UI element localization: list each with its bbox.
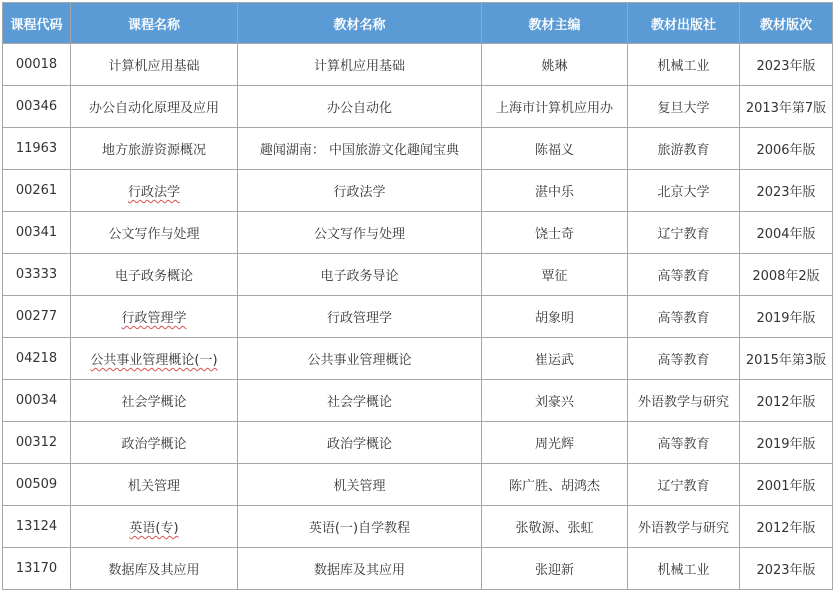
cell-textbook-editor bbox=[482, 548, 628, 590]
course-code-text: 13124 bbox=[15, 519, 58, 534]
course-name-text: 数据库及其应用 bbox=[108, 563, 200, 578]
course-name-text: 行政管理学 bbox=[121, 311, 187, 326]
cell-textbook-name bbox=[238, 296, 482, 338]
cell-edition bbox=[740, 380, 833, 422]
cell-textbook-name bbox=[238, 254, 482, 296]
edition-text: 2023年版 bbox=[756, 185, 816, 200]
cell-textbook-name bbox=[238, 338, 482, 380]
cell-course-code bbox=[3, 338, 71, 380]
cell-publisher bbox=[628, 254, 740, 296]
table-header-row bbox=[3, 3, 833, 44]
publisher-text: 辽宁教育 bbox=[657, 227, 710, 242]
cell-publisher bbox=[628, 128, 740, 170]
cell-edition bbox=[740, 254, 833, 296]
course-textbook-table bbox=[2, 2, 833, 590]
textbook-name-text: 行政管理学 bbox=[326, 311, 392, 326]
course-name-text: 计算机应用基础 bbox=[108, 59, 200, 74]
textbook-name-text: 计算机应用基础 bbox=[313, 59, 405, 74]
course-code-text: 00034 bbox=[15, 393, 58, 408]
edition-text: 2006年版 bbox=[756, 143, 816, 158]
header-textbook-editor: 教材主编 bbox=[482, 3, 628, 44]
cell-course-name bbox=[71, 338, 238, 380]
publisher-text: 北京大学 bbox=[657, 185, 710, 200]
cell-course-name bbox=[71, 44, 238, 86]
cell-course-name bbox=[71, 128, 238, 170]
cell-edition bbox=[740, 128, 833, 170]
table-row bbox=[3, 254, 833, 296]
cell-course-name bbox=[71, 170, 238, 212]
table-row bbox=[3, 506, 833, 548]
textbook-editor-text: 姚琳 bbox=[541, 59, 568, 74]
cell-textbook-name bbox=[238, 128, 482, 170]
textbook-name-text: 电子政务导论 bbox=[320, 269, 399, 284]
course-name-text: 社会学概论 bbox=[121, 395, 187, 410]
course-code-text: 11963 bbox=[15, 141, 58, 156]
table-row bbox=[3, 296, 833, 338]
cell-course-code bbox=[3, 296, 71, 338]
cell-publisher bbox=[628, 338, 740, 380]
table-row bbox=[3, 380, 833, 422]
cell-course-code bbox=[3, 86, 71, 128]
course-code-text: 13170 bbox=[15, 561, 58, 576]
publisher-text: 高等教育 bbox=[657, 311, 710, 326]
cell-course-code bbox=[3, 506, 71, 548]
table-row bbox=[3, 86, 833, 128]
cell-textbook-name bbox=[238, 44, 482, 86]
textbook-editor-text: 湛中乐 bbox=[534, 185, 574, 200]
edition-text: 2019年版 bbox=[756, 437, 816, 452]
cell-textbook-editor bbox=[482, 464, 628, 506]
cell-course-code bbox=[3, 128, 71, 170]
course-code-text: 00277 bbox=[15, 309, 58, 324]
textbook-editor-text: 上海市计算机应用办 bbox=[495, 101, 613, 116]
publisher-text: 高等教育 bbox=[657, 437, 710, 452]
cell-textbook-editor bbox=[482, 296, 628, 338]
course-name-text: 机关管理 bbox=[127, 479, 180, 494]
course-code-text: 04218 bbox=[15, 351, 58, 366]
cell-publisher bbox=[628, 44, 740, 86]
cell-textbook-name bbox=[238, 86, 482, 128]
course-name-text: 地方旅游资源概况 bbox=[101, 143, 206, 158]
cell-edition bbox=[740, 212, 833, 254]
header-course-code: 课程代码 bbox=[3, 3, 71, 44]
edition-text: 2019年版 bbox=[756, 311, 816, 326]
cell-publisher bbox=[628, 464, 740, 506]
textbook-name-text: 政治学概论 bbox=[326, 437, 392, 452]
textbook-name-text: 社会学概论 bbox=[326, 395, 392, 410]
edition-text: 2023年版 bbox=[756, 59, 816, 74]
cell-course-name bbox=[71, 548, 238, 590]
textbook-name-text: 办公自动化 bbox=[326, 101, 392, 116]
cell-edition bbox=[740, 506, 833, 548]
cell-textbook-name bbox=[238, 506, 482, 548]
course-name-text: 行政法学 bbox=[127, 185, 180, 200]
textbook-name-text: 行政法学 bbox=[333, 185, 386, 200]
cell-textbook-name bbox=[238, 212, 482, 254]
header-textbook-name: 教材名称 bbox=[238, 3, 482, 44]
publisher-text: 旅游教育 bbox=[657, 143, 710, 158]
cell-course-code bbox=[3, 212, 71, 254]
textbook-editor-text: 陈广胜、胡鸿杰 bbox=[508, 479, 600, 494]
course-textbook-table-container bbox=[2, 2, 833, 590]
textbook-editor-text: 周光辉 bbox=[534, 437, 574, 452]
cell-publisher bbox=[628, 506, 740, 548]
cell-edition bbox=[740, 296, 833, 338]
cell-publisher bbox=[628, 170, 740, 212]
textbook-name-text: 英语(一)自学教程 bbox=[308, 521, 411, 536]
course-name-text: 政治学概论 bbox=[121, 437, 187, 452]
publisher-text: 外语教学与研究 bbox=[637, 395, 729, 410]
cell-course-name bbox=[71, 464, 238, 506]
cell-edition bbox=[740, 422, 833, 464]
course-code-text: 00261 bbox=[15, 183, 58, 198]
course-name-text: 办公自动化原理及应用 bbox=[88, 101, 219, 116]
course-code-text: 00509 bbox=[15, 477, 58, 492]
cell-course-code bbox=[3, 548, 71, 590]
cell-textbook-editor bbox=[482, 338, 628, 380]
course-code-text: 00312 bbox=[15, 435, 58, 450]
table-row bbox=[3, 128, 833, 170]
publisher-text: 高等教育 bbox=[657, 353, 710, 368]
course-name-text: 公共事业管理概论(一) bbox=[90, 353, 218, 368]
header-edition: 教材版次 bbox=[740, 3, 833, 44]
cell-textbook-editor bbox=[482, 422, 628, 464]
course-name-text: 公文写作与处理 bbox=[108, 227, 200, 242]
textbook-editor-text: 张敬源、张虹 bbox=[515, 521, 594, 536]
cell-textbook-name bbox=[238, 170, 482, 212]
course-code-text: 00341 bbox=[15, 225, 58, 240]
cell-edition bbox=[740, 86, 833, 128]
cell-publisher bbox=[628, 296, 740, 338]
edition-text: 2012年版 bbox=[756, 521, 816, 536]
course-code-text: 00018 bbox=[15, 57, 58, 72]
edition-text: 2012年版 bbox=[756, 395, 816, 410]
textbook-name-text: 机关管理 bbox=[333, 479, 386, 494]
cell-publisher bbox=[628, 212, 740, 254]
textbook-editor-text: 覃征 bbox=[541, 269, 568, 284]
textbook-name-text: 数据库及其应用 bbox=[313, 563, 405, 578]
cell-textbook-editor bbox=[482, 44, 628, 86]
cell-course-name bbox=[71, 296, 238, 338]
table-row bbox=[3, 464, 833, 506]
cell-edition bbox=[740, 464, 833, 506]
cell-edition bbox=[740, 548, 833, 590]
table-body bbox=[3, 44, 833, 590]
textbook-editor-text: 刘豪兴 bbox=[534, 395, 574, 410]
cell-textbook-name bbox=[238, 548, 482, 590]
course-name-text: 英语(专) bbox=[129, 521, 179, 536]
edition-text: 2015年第3版 bbox=[745, 353, 827, 368]
cell-course-code bbox=[3, 380, 71, 422]
cell-course-code bbox=[3, 170, 71, 212]
cell-course-name bbox=[71, 86, 238, 128]
cell-publisher bbox=[628, 548, 740, 590]
cell-edition bbox=[740, 44, 833, 86]
publisher-text: 机械工业 bbox=[657, 59, 710, 74]
table-row bbox=[3, 44, 833, 86]
textbook-editor-text: 崔运武 bbox=[534, 353, 574, 368]
cell-course-code bbox=[3, 44, 71, 86]
header-publisher: 教材出版社 bbox=[628, 3, 740, 44]
edition-text: 2023年版 bbox=[756, 563, 816, 578]
cell-textbook-name bbox=[238, 380, 482, 422]
cell-course-name bbox=[71, 254, 238, 296]
table-row bbox=[3, 212, 833, 254]
publisher-text: 机械工业 bbox=[657, 563, 710, 578]
cell-textbook-editor bbox=[482, 380, 628, 422]
cell-publisher bbox=[628, 422, 740, 464]
table-row bbox=[3, 170, 833, 212]
table-row bbox=[3, 422, 833, 464]
cell-course-name bbox=[71, 506, 238, 548]
cell-course-name bbox=[71, 380, 238, 422]
cell-edition bbox=[740, 170, 833, 212]
edition-text: 2004年版 bbox=[756, 227, 816, 242]
cell-textbook-editor bbox=[482, 212, 628, 254]
table-row bbox=[3, 548, 833, 590]
cell-textbook-editor bbox=[482, 170, 628, 212]
cell-textbook-editor bbox=[482, 86, 628, 128]
header-course-name: 课程名称 bbox=[71, 3, 238, 44]
cell-textbook-name bbox=[238, 464, 482, 506]
cell-course-code bbox=[3, 422, 71, 464]
textbook-editor-text: 陈福义 bbox=[534, 143, 574, 158]
course-name-text: 电子政务概论 bbox=[114, 269, 193, 284]
cell-course-code bbox=[3, 464, 71, 506]
cell-course-name bbox=[71, 212, 238, 254]
table-row bbox=[3, 338, 833, 380]
textbook-editor-text: 饶士奇 bbox=[534, 227, 574, 242]
cell-course-code bbox=[3, 254, 71, 296]
course-code-text: 03333 bbox=[15, 267, 58, 282]
cell-edition bbox=[740, 338, 833, 380]
textbook-name-text: 公文写作与处理 bbox=[313, 227, 405, 242]
cell-publisher bbox=[628, 380, 740, 422]
edition-text: 2013年第7版 bbox=[745, 101, 827, 116]
edition-text: 2001年版 bbox=[756, 479, 816, 494]
cell-textbook-editor bbox=[482, 506, 628, 548]
publisher-text: 复旦大学 bbox=[657, 101, 710, 116]
textbook-editor-text: 胡象明 bbox=[534, 311, 574, 326]
course-code-text: 00346 bbox=[15, 99, 58, 114]
textbook-editor-text: 张迎新 bbox=[534, 563, 574, 578]
publisher-text: 高等教育 bbox=[657, 269, 710, 284]
publisher-text: 辽宁教育 bbox=[657, 479, 710, 494]
cell-textbook-name bbox=[238, 422, 482, 464]
cell-textbook-editor bbox=[482, 254, 628, 296]
edition-text: 2008年2版 bbox=[752, 269, 820, 284]
publisher-text: 外语教学与研究 bbox=[637, 521, 729, 536]
textbook-name-text: 趣闻湖南： 中国旅游文化趣闻宝典 bbox=[259, 143, 460, 158]
textbook-name-text: 公共事业管理概论 bbox=[307, 353, 412, 368]
cell-course-name bbox=[71, 422, 238, 464]
cell-textbook-editor bbox=[482, 128, 628, 170]
cell-publisher bbox=[628, 86, 740, 128]
